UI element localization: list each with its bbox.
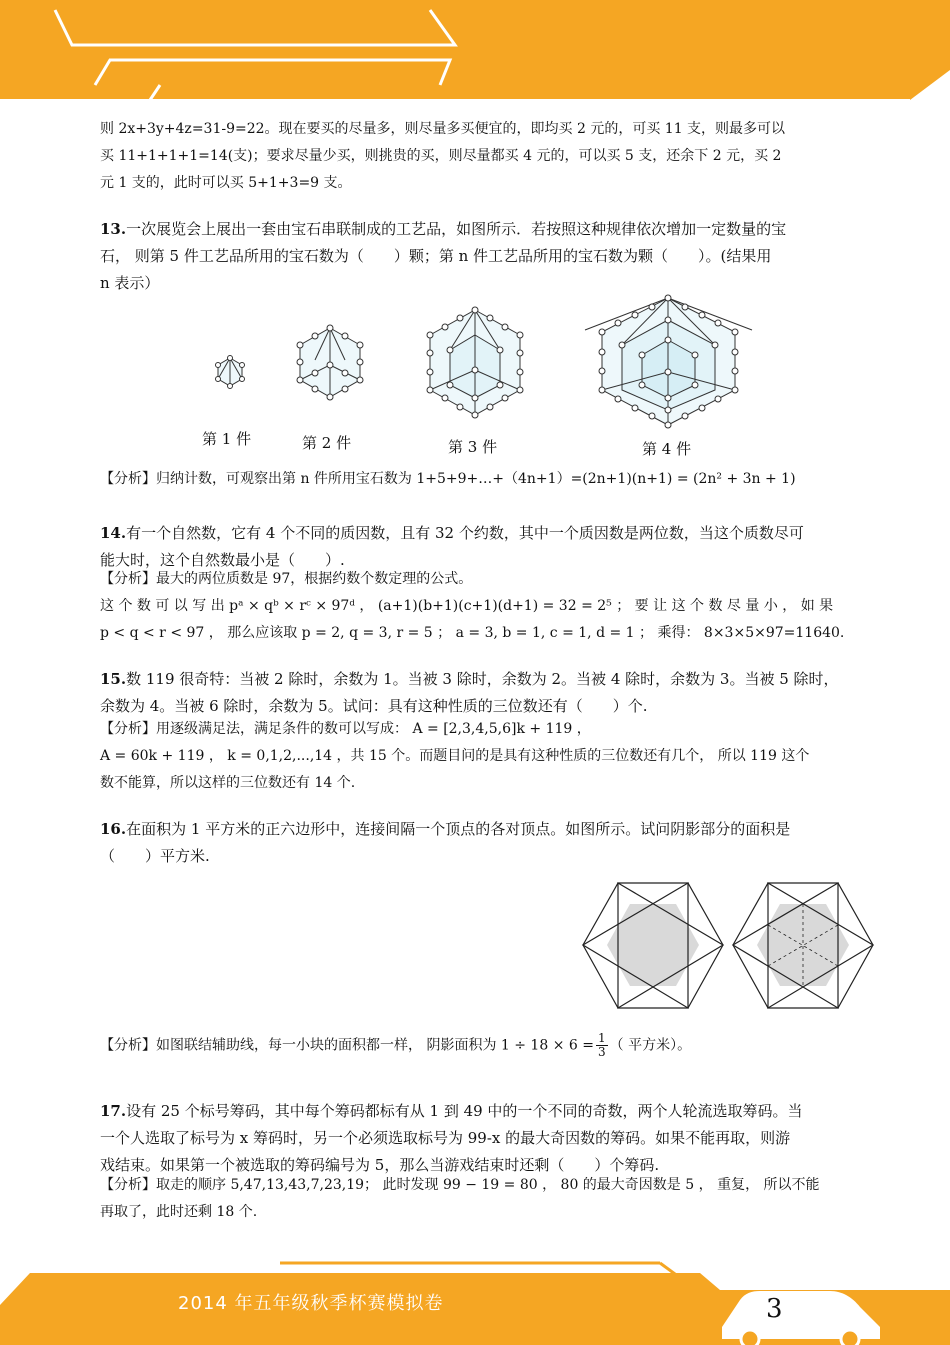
hexagon-figures <box>578 878 878 1013</box>
gem-figure-4 <box>585 295 752 428</box>
caption-figure-4: 第 4 件 <box>642 440 692 458</box>
question-15: 15.数 119 很奇特：当被 2 除时，余数为 1。当被 3 除时，余数为 2。当被 4 除时，余数为 3。当被 5 除时， 余数为 4。当被 6 除时，余数为 5。试问：具有这种性质的三位数还有（ ）个. <box>100 670 839 715</box>
q13-analysis: 【分析】归纳计数，可观察出第 n 件所用宝石数为 1+5+9+…+（4n+1）=(2n+1)(n+1) = (2n² + 3n + 1) <box>100 471 796 487</box>
footer-title: 2014 年五年级秋季杯赛模拟卷 <box>178 1293 444 1314</box>
page-number: 3 <box>766 1294 783 1324</box>
question-17: 17.设有 25 个标号筹码，其中每个筹码都标有从 1 到 49 中的一个不同的奇数，两个人轮流选取筹码。当 一个人选取了标号为 x 筹码时，另一个必须选取标号为 99-x 的最大奇因数的筹码。如果不能再取，则游 戏结束。如果第一个被选取的筹码编号为 5，那么当游戏结束时还剩（ ）个筹码. <box>100 1102 803 1174</box>
caption-figure-3: 第 3 件 <box>448 438 498 456</box>
caption-figure-2: 第 2 件 <box>302 434 352 452</box>
hexagon-figure-left <box>583 883 723 1008</box>
gem-figure-1 <box>216 356 245 389</box>
question-14: 14.有一个自然数，它有 4 个不同的质因数，且有 32 个约数，其中一个质因数是两位数，当这个质数尽可 能大时，这个自然数最小是（ ）. <box>100 524 804 569</box>
gem-figure-2 <box>297 325 363 400</box>
gem-figure-3 <box>427 307 523 418</box>
question-16: 16.在面积为 1 平方米的正六边形中，连接间隔一个顶点的各对顶点。如图所示。试问阴影部分的面积是 （ ）平方米. <box>100 820 791 865</box>
q14-analysis: 【分析】最大的两位质数是 97，根据约数个数定理的公式。 这 个 数 可 以 写 出 pᵃ × qᵇ × rᶜ × 97ᵈ ， (a+1)(b+1)(c+1)(d+1) = 32 = 2⁵ ； 要 让 这 个 数 尽 量 小 ， 如 果 p < q < r < 97 ， 那么应该取 p = 2, q = 3, r = 5 ； a = 3, b = 1, c = 1, d = 1 ； 乘得： 8×3×5×97=11640. <box>100 571 845 641</box>
q17-analysis: 【分析】取走的顺序 5,47,13,43,7,23,19； 此时发现 99 − 19 = 80 ， 80 的最大奇因数是 5 ， 重复， 所以不能 再取了，此时还剩 18 个. <box>100 1177 820 1220</box>
q16-analysis: 【分析】如图联结辅助线，每一小块的面积都一样， 阴影面积为 1 ÷ 18 × 6 = $\frac{1}{3}$ （ 平方米）。 <box>100 1031 692 1059</box>
question-13: 13.一次展览会上展出一套由宝石串联制成的工艺品，如图所示．若按照这种规律依次增加一定数量的宝 石， 则第 5 件工艺品所用的宝石数为（ ）颗；第 n 件工艺品所用的宝石数为颗（ ）。(结果用 n 表示） <box>100 220 787 292</box>
q15-analysis: 【分析】用逐级满足法，满足条件的数可以写成： A = [2,3,4,5,6]k + 119 ， A = 60k + 119 ， k = 0,1,2,...,14 ，共 15 个。而题目问的是具有这种性质的三位数还有几个， 所以 119 这个 数不能算，所以这样的三位数还有 14 个. <box>100 721 810 791</box>
continuation-text: 则 2x+3y+4z=31-9=22。现在要买的尽量多，则尽量多买便宜的，即均买 2 元的，可买 11 支，则最多可以 买 11+1+1+1=14(支)；要求尽量少买，则挑贵的买，则尽量都买 4 元的，可以买 5 支，还余下 2 元，买 2 元 1 支的，此时可以买 5+1+3=9 支。 <box>100 121 786 191</box>
fraction-one-third: $\frac{1}{3}$ <box>597 1031 606 1059</box>
caption-figure-1: 第 1 件 <box>202 430 252 448</box>
gem-figures <box>180 290 780 430</box>
footer-banner <box>0 1255 950 1345</box>
hexagon-figure-right <box>733 883 873 1008</box>
header-banner <box>0 0 950 110</box>
